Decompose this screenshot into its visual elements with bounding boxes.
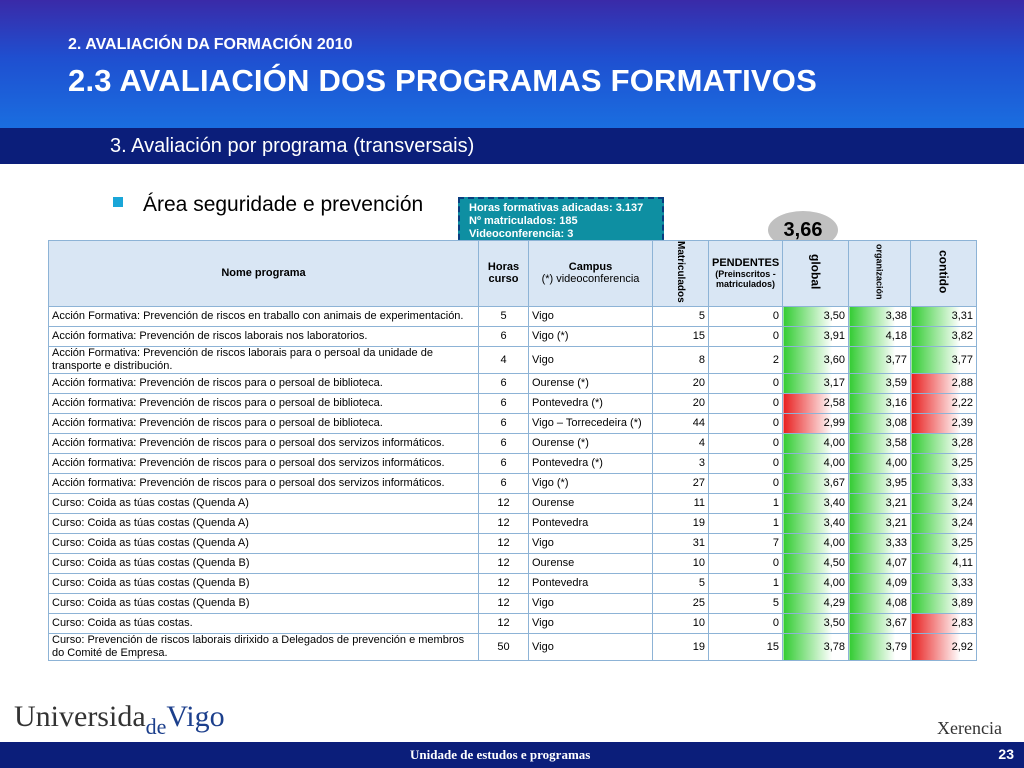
info-enrolled: Nº matriculados: 185 <box>469 215 578 227</box>
organization-score-cell: 4,09 <box>849 573 911 593</box>
hours-cell: 50 <box>479 633 529 660</box>
campus-cell: Ourense (*) <box>529 373 653 393</box>
hours-cell: 12 <box>479 573 529 593</box>
organization-score-cell: 3,08 <box>849 413 911 433</box>
col-header-content <box>911 241 977 307</box>
global-score-cell: 4,00 <box>783 573 849 593</box>
pending-cell: 0 <box>709 473 783 493</box>
content-score-cell: 2,83 <box>911 613 977 633</box>
hours-cell: 12 <box>479 533 529 553</box>
enrolled-cell: 10 <box>653 613 709 633</box>
hours-cell: 6 <box>479 433 529 453</box>
content-score-cell: 3,31 <box>911 306 977 326</box>
programs-table <box>48 240 977 661</box>
organization-score-cell: 3,59 <box>849 373 911 393</box>
content-score-cell: 3,89 <box>911 593 977 613</box>
subheader-bar <box>0 128 1024 164</box>
table-row <box>49 393 977 413</box>
footer-bar <box>0 742 1024 768</box>
pending-cell: 15 <box>709 633 783 660</box>
pending-cell: 0 <box>709 553 783 573</box>
program-name-cell: Acción formativa: Prevención de riscos para o persoal dos servizos informáticos. <box>49 473 479 493</box>
area-heading: Área seguridade e prevención <box>143 193 424 216</box>
program-name-cell: Curso: Coida as túas costas (Quenda A) <box>49 513 479 533</box>
hours-cell: 6 <box>479 326 529 346</box>
campus-cell: Vigo <box>529 633 653 660</box>
pending-cell: 0 <box>709 326 783 346</box>
xerencia-label: Xerencia <box>937 718 1002 738</box>
pending-cell: 7 <box>709 533 783 553</box>
enrolled-cell: 5 <box>653 573 709 593</box>
campus-cell: Pontevedra (*) <box>529 393 653 413</box>
organization-score-cell: 4,07 <box>849 553 911 573</box>
table-row <box>49 433 977 453</box>
program-name-cell: Curso: Coida as túas costas (Quenda A) <box>49 533 479 553</box>
campus-cell: Vigo <box>529 593 653 613</box>
program-name-cell: Acción formativa: Prevención de riscos laborais nos laboratorios. <box>49 326 479 346</box>
content-score-cell: 2,88 <box>911 373 977 393</box>
hours-cell: 12 <box>479 513 529 533</box>
slide-title: 2.3 AVALIACIÓN DOS PROGRAMAS FORMATIVOS <box>68 63 817 98</box>
pending-cell: 2 <box>709 346 783 373</box>
campus-note: (*) videoconferencia <box>541 273 640 286</box>
hours-cell: 5 <box>479 306 529 326</box>
program-name-cell: Curso: Prevención de riscos laborais dirixido a Delegados de prevención e membros do Comité de Empresa. <box>49 633 479 660</box>
campus-cell: Vigo <box>529 613 653 633</box>
global-score-cell: 3,78 <box>783 633 849 660</box>
campus-cell: Vigo <box>529 346 653 373</box>
program-name-cell: Acción formativa: Prevención de riscos para o persoal dos servizos informáticos. <box>49 433 479 453</box>
hours-cell: 12 <box>479 493 529 513</box>
table-row <box>49 373 977 393</box>
global-score-cell: 4,00 <box>783 433 849 453</box>
logo-text-de: de <box>145 714 167 739</box>
pending-note: (Preinscritos - matriculados) <box>715 269 776 290</box>
col-header-organization <box>849 241 911 307</box>
hours-cell: 6 <box>479 393 529 413</box>
subheader-text: 3. Avaliación por programa (transversais) <box>110 135 475 157</box>
global-score-cell: 3,40 <box>783 513 849 533</box>
table-row <box>49 346 977 373</box>
organization-score-cell: 4,00 <box>849 453 911 473</box>
global-score-cell: 3,17 <box>783 373 849 393</box>
organization-score-cell: 3,21 <box>849 513 911 533</box>
hours-cell: 12 <box>479 553 529 573</box>
university-logo <box>14 700 225 739</box>
organization-score-cell: 3,95 <box>849 473 911 493</box>
campus-cell: Pontevedra (*) <box>529 453 653 473</box>
pending-cell: 0 <box>709 433 783 453</box>
campus-cell: Ourense <box>529 553 653 573</box>
campus-cell: Ourense <box>529 493 653 513</box>
global-score-cell: 3,67 <box>783 473 849 493</box>
table-row <box>49 613 977 633</box>
pending-cell: 1 <box>709 513 783 533</box>
overall-score-badge: 3,66 <box>768 211 838 249</box>
enrolled-cell: 4 <box>653 433 709 453</box>
content-score-cell: 3,24 <box>911 493 977 513</box>
table-header-row <box>49 241 977 307</box>
organization-score-cell: 3,77 <box>849 346 911 373</box>
organization-score-cell: 3,38 <box>849 306 911 326</box>
content-score-cell: 3,24 <box>911 513 977 533</box>
content-score-cell: 3,82 <box>911 326 977 346</box>
logo-text-universidade: Universida <box>14 700 146 733</box>
global-score-cell: 4,29 <box>783 593 849 613</box>
campus-label: Campus <box>568 261 613 274</box>
pending-cell: 0 <box>709 613 783 633</box>
enrolled-cell: 5 <box>653 306 709 326</box>
content-score-cell: 3,28 <box>911 433 977 453</box>
program-name-cell: Acción formativa: Prevención de riscos para o persoal dos servizos informáticos. <box>49 453 479 473</box>
pending-cell: 5 <box>709 593 783 613</box>
hours-cell: 6 <box>479 373 529 393</box>
program-name-cell: Acción formativa: Prevención de riscos para o persoal de biblioteca. <box>49 413 479 433</box>
program-name-cell: Acción formativa: Prevención de riscos para o persoal de biblioteca. <box>49 373 479 393</box>
enrolled-cell: 25 <box>653 593 709 613</box>
col-header-name: Nome programa <box>49 241 479 307</box>
pending-cell: 0 <box>709 453 783 473</box>
hours-cell: 12 <box>479 613 529 633</box>
table-row <box>49 453 977 473</box>
hours-cell: 6 <box>479 453 529 473</box>
enrolled-cell: 10 <box>653 553 709 573</box>
hours-cell: 6 <box>479 413 529 433</box>
program-name-cell: Curso: Coida as túas costas. <box>49 613 479 633</box>
table-row <box>49 513 977 533</box>
hours-cell: 6 <box>479 473 529 493</box>
table-row <box>49 533 977 553</box>
enrolled-cell: 44 <box>653 413 709 433</box>
pending-cell: 0 <box>709 306 783 326</box>
unit-label: Unidade de estudos e programas <box>410 747 591 762</box>
campus-cell: Vigo – Torrecedeira (*) <box>529 413 653 433</box>
table-row <box>49 573 977 593</box>
col-header-enrolled <box>653 241 709 307</box>
organization-label: organización <box>874 244 885 300</box>
global-score-cell: 3,50 <box>783 306 849 326</box>
pending-label: PENDENTES <box>712 257 780 270</box>
table-row <box>49 493 977 513</box>
program-name-cell: Acción formativa: Prevención de riscos para o persoal de biblioteca. <box>49 393 479 413</box>
global-score-cell: 4,00 <box>783 533 849 553</box>
global-score-cell: 3,50 <box>783 613 849 633</box>
table-row <box>49 633 977 660</box>
global-score-cell: 2,99 <box>783 413 849 433</box>
bullet-square-icon <box>113 197 123 207</box>
enrolled-cell: 20 <box>653 393 709 413</box>
info-hours: Horas formativas adicadas: 3.137 <box>469 202 644 214</box>
organization-score-cell: 3,58 <box>849 433 911 453</box>
organization-score-cell: 4,08 <box>849 593 911 613</box>
enrolled-cell: 31 <box>653 533 709 553</box>
campus-cell: Vigo (*) <box>529 473 653 493</box>
enrolled-cell: 19 <box>653 633 709 660</box>
hours-cell: 12 <box>479 593 529 613</box>
content-score-cell: 3,33 <box>911 473 977 493</box>
table-row <box>49 306 977 326</box>
content-label: contido <box>936 250 951 294</box>
content-score-cell: 2,39 <box>911 413 977 433</box>
col-header-hours: Horas curso <box>479 241 529 307</box>
campus-cell: Pontevedra <box>529 513 653 533</box>
pending-cell: 0 <box>709 373 783 393</box>
page-number: 23 <box>998 746 1014 762</box>
table-row <box>49 593 977 613</box>
enrolled-cell: 8 <box>653 346 709 373</box>
logo-text-vigo: Vigo <box>166 700 225 733</box>
content-score-cell: 3,25 <box>911 533 977 553</box>
table-row <box>49 326 977 346</box>
table-row <box>49 473 977 493</box>
enrolled-cell: 19 <box>653 513 709 533</box>
global-score-cell: 4,50 <box>783 553 849 573</box>
global-score-cell: 2,58 <box>783 393 849 413</box>
table-row <box>49 553 977 573</box>
global-score-cell: 3,60 <box>783 346 849 373</box>
col-header-global <box>783 241 849 307</box>
program-name-cell: Curso: Coida as túas costas (Quenda B) <box>49 573 479 593</box>
global-score-cell: 4,00 <box>783 453 849 473</box>
program-name-cell: Curso: Coida as túas costas (Quenda B) <box>49 553 479 573</box>
col-header-campus <box>529 241 653 307</box>
slide-header <box>0 0 1024 128</box>
pending-cell: 0 <box>709 413 783 433</box>
content-score-cell: 4,11 <box>911 553 977 573</box>
organization-score-cell: 3,79 <box>849 633 911 660</box>
campus-cell: Vigo (*) <box>529 326 653 346</box>
enrolled-cell: 3 <box>653 453 709 473</box>
organization-score-cell: 3,16 <box>849 393 911 413</box>
hours-cell: 4 <box>479 346 529 373</box>
pending-cell: 1 <box>709 573 783 593</box>
campus-cell: Vigo <box>529 306 653 326</box>
section-pretitle: 2. AVALIACIÓN DA FORMACIÓN 2010 <box>68 36 353 53</box>
content-score-cell: 2,92 <box>911 633 977 660</box>
campus-cell: Vigo <box>529 533 653 553</box>
enrolled-cell: 15 <box>653 326 709 346</box>
campus-cell: Ourense (*) <box>529 433 653 453</box>
global-label: global <box>808 254 823 290</box>
table-row <box>49 413 977 433</box>
enrolled-cell: 27 <box>653 473 709 493</box>
global-score-cell: 3,40 <box>783 493 849 513</box>
organization-score-cell: 3,33 <box>849 533 911 553</box>
organization-score-cell: 4,18 <box>849 326 911 346</box>
content-score-cell: 2,22 <box>911 393 977 413</box>
info-videoconference: Videoconferencia: 3 <box>469 228 574 240</box>
program-name-cell: Acción Formativa: Prevención de riscos laborais para o persoal da unidade de transporte e distribución. <box>49 346 479 373</box>
pending-cell: 0 <box>709 393 783 413</box>
global-score-cell: 3,91 <box>783 326 849 346</box>
content-score-cell: 3,25 <box>911 453 977 473</box>
col-header-pending <box>709 241 783 307</box>
content-score-cell: 3,33 <box>911 573 977 593</box>
enrolled-cell: 11 <box>653 493 709 513</box>
program-name-cell: Curso: Coida as túas costas (Quenda B) <box>49 593 479 613</box>
program-name-cell: Acción Formativa: Prevención de riscos en traballo con animais de experimentación. <box>49 306 479 326</box>
enrolled-label: Matriculados <box>675 241 686 303</box>
pending-cell: 1 <box>709 493 783 513</box>
program-name-cell: Curso: Coida as túas costas (Quenda A) <box>49 493 479 513</box>
campus-cell: Pontevedra <box>529 573 653 593</box>
enrolled-cell: 20 <box>653 373 709 393</box>
content-score-cell: 3,77 <box>911 346 977 373</box>
organization-score-cell: 3,21 <box>849 493 911 513</box>
organization-score-cell: 3,67 <box>849 613 911 633</box>
